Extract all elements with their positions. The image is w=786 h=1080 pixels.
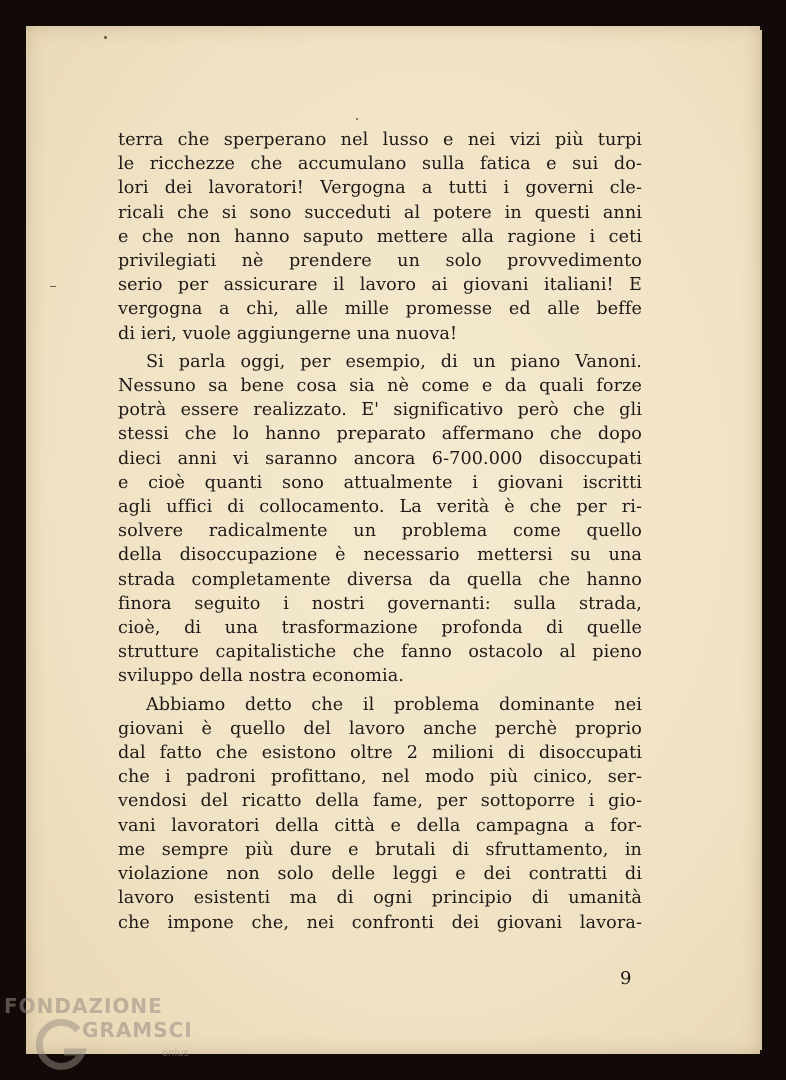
- text-line: stessi che lo hanno preparato affermano che dopo: [118, 424, 642, 445]
- text-line: giovani è quello del lavoro anche perchè proprio: [118, 718, 642, 739]
- text-line: lori dei lavoratori! Vergogna a tutti i governi cle-: [118, 178, 642, 199]
- text-line: vani lavoratori della città e della campagna a for-: [118, 815, 642, 836]
- text-line: agli uffici di collocamento. La verità è che per ri-: [118, 497, 642, 518]
- text-line: violazione non solo delle leggi e dei contratti di: [118, 864, 642, 885]
- paragraph-1: [118, 128, 642, 346]
- text-line: vergogna a chi, alle mille promesse ed alle beffe: [118, 299, 642, 320]
- text-line: me sempre più dure e brutali di sfruttamento, in: [118, 839, 642, 860]
- watermark-gramsci-text: GRAMSCI: [82, 1018, 193, 1042]
- text-line: strutture capitalistiche che fanno ostacolo al pieno: [118, 642, 642, 663]
- text-line: solvere radicalmente un problema come quello: [118, 521, 642, 542]
- text-line: terra che sperperano nel lusso e nei vizi più turpi: [118, 130, 642, 150]
- text-line: Si parla oggi, per esempio, di un piano Vanoni.: [146, 351, 642, 372]
- text-line: Abbiamo detto che il problema dominante nei: [146, 694, 642, 715]
- text-line: le ricchezze che accumulano sulla fatica e sui do-: [118, 154, 642, 175]
- text-line: e cioè quanti sono attualmente i giovani iscritti: [118, 472, 642, 493]
- text-line: finora seguito i nostri governanti: sulla strada,: [118, 593, 642, 614]
- paragraph-2: [118, 350, 642, 689]
- text-line: cioè, di una trasformazione profonda di quelle: [118, 618, 642, 639]
- body-text: [118, 128, 642, 939]
- paper-speck: [50, 286, 56, 287]
- text-line: serio per assicurare il lavoro ai giovani italiani! E: [118, 275, 642, 296]
- paper-speck: [104, 36, 107, 39]
- text-line: sviluppo della nostra economia.: [118, 666, 405, 687]
- text-line: dal fatto che esistono oltre 2 milioni di disoccupati: [118, 743, 642, 764]
- text-line: che i padroni profittano, nel modo più cinico, ser-: [118, 767, 642, 788]
- text-line: Nessuno sa bene cosa sia nè come e da quali forze: [118, 376, 642, 397]
- watermark-fondazione-text: FONDAZIONE: [4, 994, 163, 1018]
- text-line: strada completamente diversa da quella che hanno: [118, 569, 642, 590]
- text-line: e che non hanno saputo mettere alla ragione i ceti: [118, 226, 642, 247]
- text-line: che impone che, nei confronti dei giovani lavora-: [118, 912, 642, 933]
- text-line: vendosi del ricatto della fame, per sottoporre i gio-: [118, 791, 642, 812]
- text-line: potrà essere realizzato. E' significativo però che gli: [118, 400, 642, 421]
- text-line: dieci anni vi saranno ancora 6-700.000 disoccupati: [118, 448, 642, 469]
- text-line: privilegiati nè prendere un solo provvedimento: [118, 251, 642, 272]
- text-line: lavoro esistenti ma di ogni principio di umanità: [118, 888, 642, 909]
- text-line: della disoccupazione è necessario mettersi su una: [118, 545, 642, 566]
- text-line: di ieri, vuole aggiungerne una nuova!: [118, 323, 458, 344]
- paragraph-3: [118, 693, 642, 935]
- text-line: ricali che si sono succeduti al potere in questi anni: [118, 202, 642, 223]
- watermark-onlus-text: onlus: [162, 1048, 189, 1059]
- page-number: 9: [620, 968, 632, 989]
- paper-speck: [356, 118, 358, 120]
